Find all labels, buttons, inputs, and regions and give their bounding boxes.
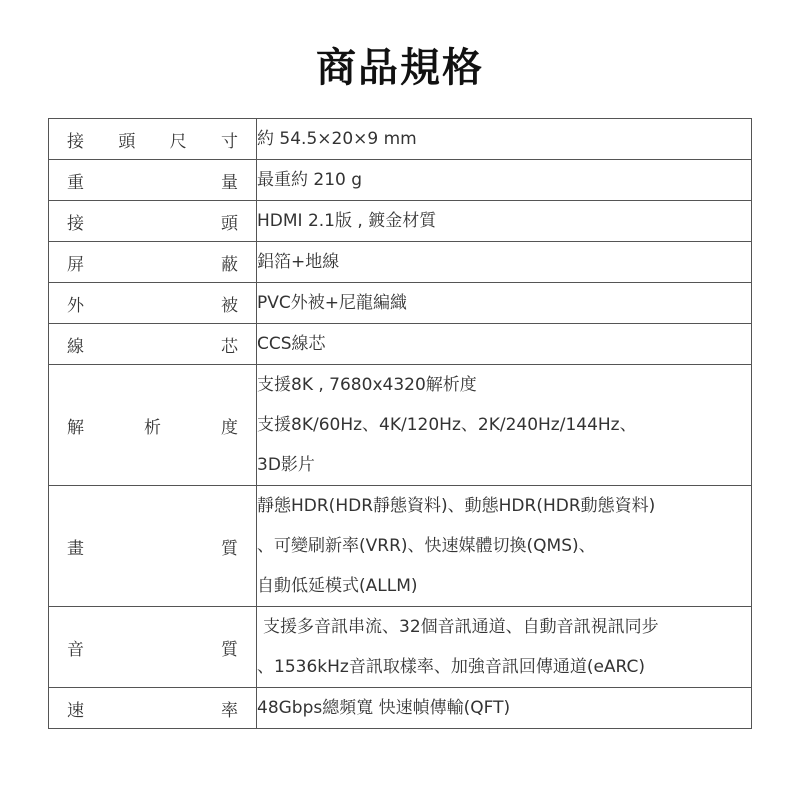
label-char: 接 <box>67 213 84 234</box>
spec-value <box>257 283 752 324</box>
value-line: 48Gbps總頻寬 快速幀傳輸(QFT) <box>257 698 511 718</box>
spec-value <box>257 607 752 688</box>
label-char: 速 <box>67 700 84 721</box>
spec-label <box>49 283 257 324</box>
value-line: 最重約 210 g <box>257 170 363 190</box>
label-char: 質 <box>221 538 238 559</box>
spec-value <box>257 365 752 486</box>
spec-row-bandwidth <box>49 688 752 729</box>
value-line: 、可變刷新率(VRR)、快速媒體切換(QMS)、 <box>257 536 596 556</box>
spec-label <box>49 119 257 160</box>
label-char: 質 <box>221 639 238 660</box>
spec-value <box>257 324 752 365</box>
label-char: 蔽 <box>221 254 238 275</box>
spec-row-resolution <box>49 365 752 486</box>
value-line: HDMI 2.1版 , 鍍金材質 <box>257 211 437 231</box>
label-char: 解 <box>67 417 84 438</box>
value-line: 支援8K , 7680x4320解析度 <box>257 375 477 395</box>
spec-label <box>49 688 257 729</box>
value-line: 約 54.5×20×9 mm <box>257 129 417 149</box>
label-char: 被 <box>221 295 238 316</box>
value-line: 靜態HDR(HDR靜態資料)、動態HDR(HDR動態資料) <box>257 496 656 516</box>
spec-row-connector <box>49 201 752 242</box>
spec-label <box>49 242 257 283</box>
label-char: 屏 <box>67 254 84 275</box>
value-line: 3D影片 <box>257 455 315 475</box>
spec-row-core <box>49 324 752 365</box>
label-char: 接 <box>67 131 84 152</box>
label-char: 芯 <box>221 336 238 357</box>
spec-value <box>257 688 752 729</box>
spec-row-audio-quality <box>49 607 752 688</box>
spec-value <box>257 119 752 160</box>
label-char: 量 <box>221 172 238 193</box>
spec-label <box>49 486 257 607</box>
label-char: 頭 <box>118 131 136 152</box>
label-char: 尺 <box>169 131 187 152</box>
label-char: 析 <box>144 417 161 438</box>
label-char: 畫 <box>67 538 84 559</box>
value-line: 、1536kHz音訊取樣率、加強音訊回傳通道(eARC) <box>257 657 646 677</box>
spec-label <box>49 324 257 365</box>
label-char: 率 <box>221 700 238 721</box>
spec-table <box>48 118 752 729</box>
spec-label <box>49 365 257 486</box>
spec-label <box>49 607 257 688</box>
spec-row-weight <box>49 160 752 201</box>
spec-row-picture-quality <box>49 486 752 607</box>
value-line: CCS線芯 <box>257 334 326 354</box>
spec-value <box>257 486 752 607</box>
spec-label <box>49 201 257 242</box>
label-char: 寸 <box>220 131 238 152</box>
page-title: 商品規格 <box>316 45 484 91</box>
spec-value <box>257 201 752 242</box>
label-char: 音 <box>67 639 84 660</box>
value-line: 自動低延模式(ALLM) <box>257 576 418 596</box>
value-line: 鋁箔+地線 <box>257 252 340 272</box>
label-char: 度 <box>221 417 238 438</box>
spec-label <box>49 160 257 201</box>
spec-row-jacket <box>49 283 752 324</box>
label-char: 重 <box>67 172 84 193</box>
spec-value <box>257 242 752 283</box>
spec-row-shielding <box>49 242 752 283</box>
label-char: 外 <box>67 295 84 316</box>
spec-value <box>257 160 752 201</box>
value-line: 支援多音訊串流、32個音訊通道、自動音訊視訊同步 <box>263 617 659 637</box>
value-line: PVC外被+尼龍編織 <box>257 293 407 313</box>
label-char: 頭 <box>221 213 238 234</box>
spec-row-connector-size <box>49 119 752 160</box>
value-line: 支援8K/60Hz、4K/120Hz、2K/240Hz/144Hz、 <box>257 415 637 435</box>
label-char: 線 <box>67 336 84 357</box>
